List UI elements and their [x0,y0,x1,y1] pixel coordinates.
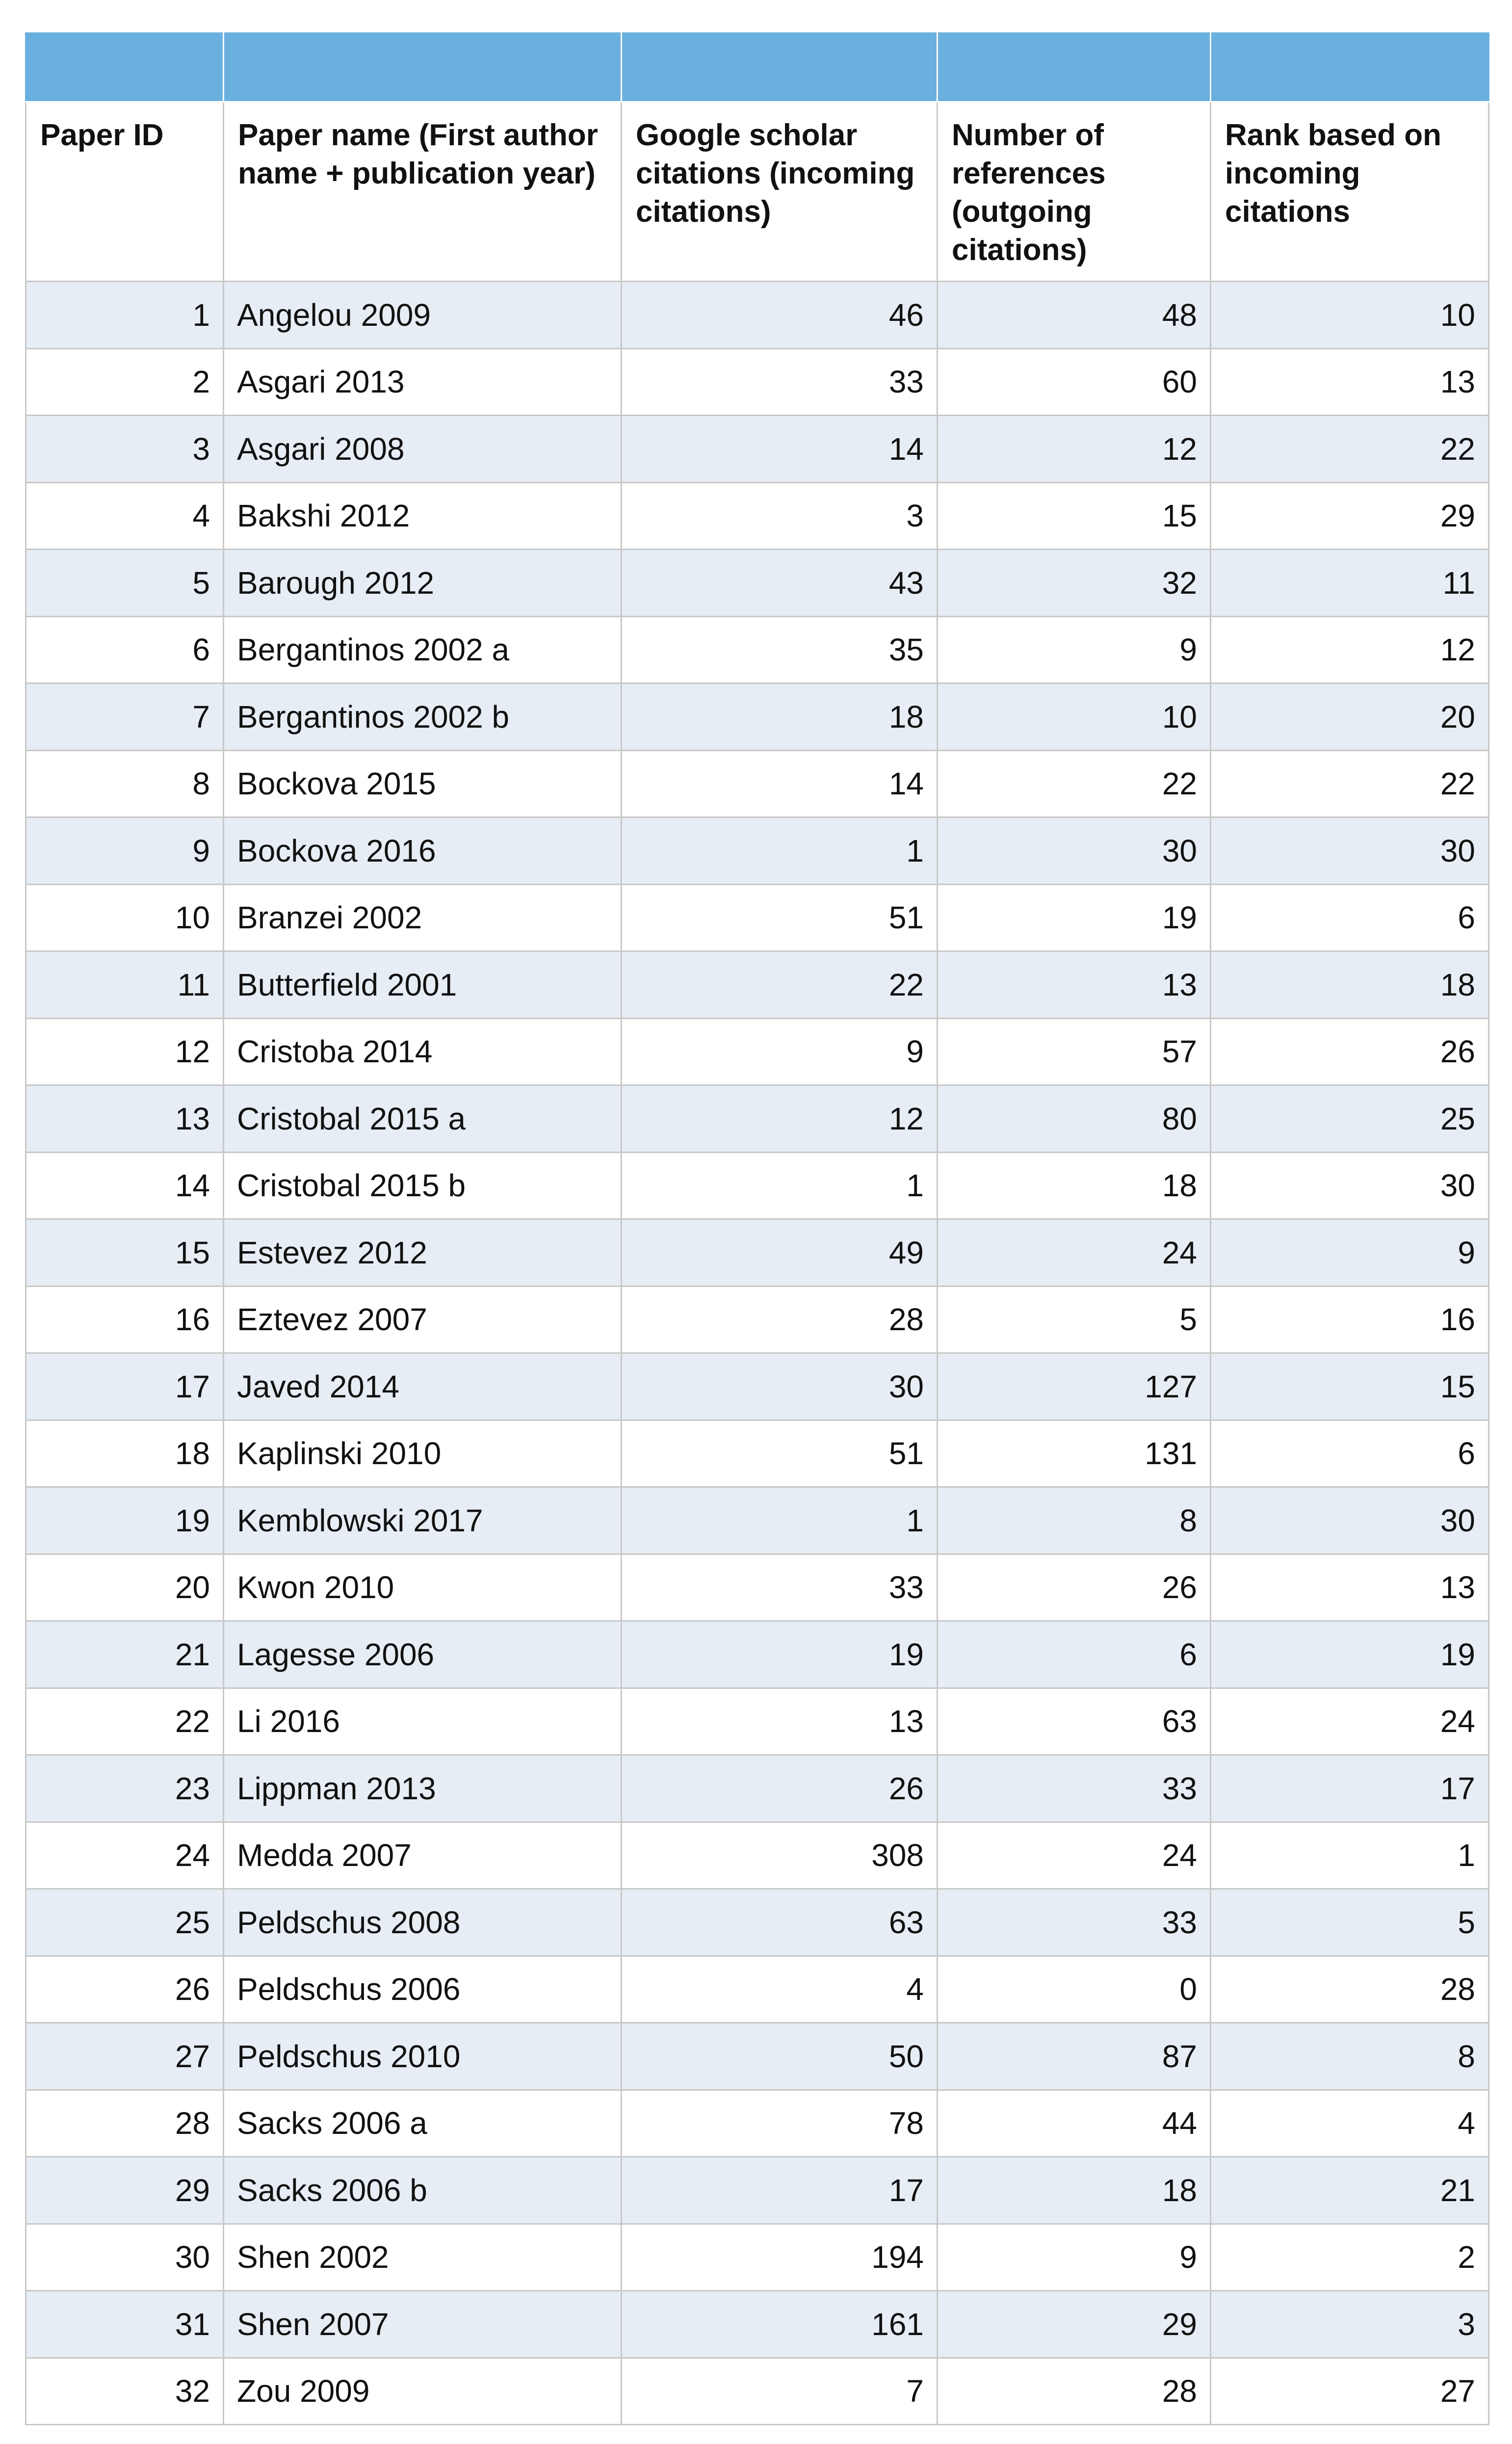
paper-name-cell: Javed 2014 [224,1353,622,1420]
outgoing-citations-cell: 8 [938,1487,1211,1554]
table-row [26,1554,1489,1621]
outgoing-citations-cell: 12 [938,416,1211,483]
paper-name-cell: Bergantinos 2002 b [224,683,622,751]
paper-name-cell: Asgari 2008 [224,416,622,483]
outgoing-citations-cell: 87 [938,2023,1211,2090]
rank-cell: 1 [1211,1822,1489,1889]
incoming-citations-cell: 1 [622,1487,938,1554]
outgoing-citations-cell: 24 [938,1219,1211,1287]
paper-id-cell: 10 [26,884,224,951]
table-row [26,1152,1489,1219]
paper-name-cell: Sacks 2006 a [224,2090,622,2157]
paper-name-cell: Cristobal 2015 a [224,1085,622,1153]
paper-id-cell: 17 [26,1353,224,1420]
table-body [26,282,1489,2425]
paper-id-cell: 13 [26,1085,224,1153]
incoming-citations-cell: 35 [622,616,938,683]
paper-id-cell: 16 [26,1286,224,1353]
incoming-citations-cell: 161 [622,2291,938,2358]
incoming-citations-cell: 43 [622,550,938,617]
paper-id-cell: 21 [26,1621,224,1688]
paper-name-cell: Peldschus 2010 [224,2023,622,2090]
paper-name-cell: Lagesse 2006 [224,1621,622,1688]
outgoing-citations-cell: 44 [938,2090,1211,2157]
table-row [26,750,1489,817]
incoming-citations-cell: 46 [622,282,938,349]
paper-id-cell: 5 [26,550,224,617]
paper-name-cell: Bakshi 2012 [224,482,622,550]
rank-cell: 30 [1211,817,1489,885]
outgoing-citations-cell: 9 [938,616,1211,683]
incoming-citations-cell: 1 [622,1152,938,1219]
incoming-citations-cell: 3 [622,482,938,550]
paper-name-cell: Bockova 2015 [224,750,622,817]
paper-id-cell: 1 [26,282,224,349]
table-row [26,817,1489,885]
outgoing-citations-cell: 127 [938,1353,1211,1420]
paper-name-cell: Eztevez 2007 [224,1286,622,1353]
paper-name-cell: Kemblowski 2017 [224,1487,622,1554]
rank-cell: 24 [1211,1688,1489,1755]
citations-table-container [25,32,1488,2425]
outgoing-citations-cell: 26 [938,1554,1211,1621]
incoming-citations-cell: 17 [622,2157,938,2224]
outgoing-citations-cell: 9 [938,2224,1211,2291]
paper-id-cell: 7 [26,683,224,751]
paper-id-cell: 20 [26,1554,224,1621]
rank-cell: 10 [1211,282,1489,349]
paper-id-cell: 6 [26,616,224,683]
paper-name-cell: Cristoba 2014 [224,1018,622,1085]
paper-name-cell: Bockova 2016 [224,817,622,885]
paper-id-cell: 19 [26,1487,224,1554]
paper-name-cell: Estevez 2012 [224,1219,622,1287]
paper-name-cell: Bergantinos 2002 a [224,616,622,683]
table-row [26,1420,1489,1487]
paper-name-cell: Peldschus 2006 [224,1956,622,2023]
header-band-cell [938,33,1211,102]
paper-name-cell: Li 2016 [224,1688,622,1755]
rank-cell: 6 [1211,884,1489,951]
table-row [26,616,1489,683]
incoming-citations-cell: 14 [622,416,938,483]
table-row [26,2090,1489,2157]
incoming-citations-cell: 13 [622,1688,938,1755]
table-row [26,1353,1489,1420]
rank-cell: 27 [1211,2358,1489,2425]
table-row [26,550,1489,617]
outgoing-citations-cell: 18 [938,2157,1211,2224]
rank-cell: 9 [1211,1219,1489,1287]
incoming-citations-cell: 78 [622,2090,938,2157]
table-row [26,282,1489,349]
outgoing-citations-cell: 15 [938,482,1211,550]
table-row [26,1018,1489,1085]
incoming-citations-cell: 18 [622,683,938,751]
paper-id-cell: 12 [26,1018,224,1085]
outgoing-citations-cell: 60 [938,348,1211,416]
outgoing-citations-cell: 80 [938,1085,1211,1153]
table-row [26,1822,1489,1889]
outgoing-citations-cell: 30 [938,817,1211,885]
rank-cell: 21 [1211,2157,1489,2224]
paper-id-cell: 27 [26,2023,224,2090]
paper-id-cell: 23 [26,1755,224,1822]
paper-name-cell: Sacks 2006 b [224,2157,622,2224]
table-row [26,1286,1489,1353]
rank-cell: 17 [1211,1755,1489,1822]
table-row [26,1956,1489,2023]
paper-name-cell: Medda 2007 [224,1822,622,1889]
rank-cell: 30 [1211,1152,1489,1219]
paper-name-cell: Peldschus 2008 [224,1889,622,1956]
paper-id-cell: 9 [26,817,224,885]
outgoing-citations-cell: 24 [938,1822,1211,1889]
incoming-citations-cell: 19 [622,1621,938,1688]
rank-cell: 22 [1211,416,1489,483]
incoming-citations-cell: 194 [622,2224,938,2291]
rank-cell: 13 [1211,1554,1489,1621]
incoming-citations-cell: 50 [622,2023,938,2090]
incoming-citations-cell: 308 [622,1822,938,1889]
outgoing-citations-cell: 22 [938,750,1211,817]
header-band-cell [224,33,622,102]
incoming-citations-cell: 9 [622,1018,938,1085]
paper-id-cell: 32 [26,2358,224,2425]
paper-name-cell: Lippman 2013 [224,1755,622,1822]
paper-name-cell: Shen 2002 [224,2224,622,2291]
rank-cell: 19 [1211,1621,1489,1688]
rank-cell: 25 [1211,1085,1489,1153]
rank-cell: 20 [1211,683,1489,751]
outgoing-citations-cell: 29 [938,2291,1211,2358]
rank-cell: 15 [1211,1353,1489,1420]
rank-cell: 13 [1211,348,1489,416]
rank-cell: 28 [1211,1956,1489,2023]
table-row [26,951,1489,1019]
incoming-citations-cell: 51 [622,884,938,951]
incoming-citations-cell: 4 [622,1956,938,2023]
rank-cell: 8 [1211,2023,1489,2090]
incoming-citations-cell: 26 [622,1755,938,1822]
incoming-citations-cell: 63 [622,1889,938,1956]
incoming-citations-cell: 12 [622,1085,938,1153]
paper-name-cell: Cristobal 2015 b [224,1152,622,1219]
header-outgoing-citations: Number of references (outgoing citations) [938,102,1211,282]
header-band-cell [26,33,224,102]
table-row [26,2358,1489,2425]
paper-name-cell: Angelou 2009 [224,282,622,349]
incoming-citations-cell: 49 [622,1219,938,1287]
rank-cell: 18 [1211,951,1489,1019]
paper-id-cell: 11 [26,951,224,1019]
rank-cell: 29 [1211,482,1489,550]
outgoing-citations-cell: 63 [938,1688,1211,1755]
outgoing-citations-cell: 5 [938,1286,1211,1353]
incoming-citations-cell: 22 [622,951,938,1019]
rank-cell: 3 [1211,2291,1489,2358]
paper-id-cell: 25 [26,1889,224,1956]
paper-id-cell: 2 [26,348,224,416]
table-row [26,348,1489,416]
rank-cell: 26 [1211,1018,1489,1085]
table-row [26,1487,1489,1554]
rank-cell: 12 [1211,616,1489,683]
paper-id-cell: 31 [26,2291,224,2358]
paper-id-cell: 15 [26,1219,224,1287]
outgoing-citations-cell: 13 [938,951,1211,1019]
paper-name-cell: Zou 2009 [224,2358,622,2425]
header-rank: Rank based on incoming citations [1211,102,1489,282]
paper-name-cell: Shen 2007 [224,2291,622,2358]
outgoing-citations-cell: 32 [938,550,1211,617]
paper-name-cell: Kaplinski 2010 [224,1420,622,1487]
paper-id-cell: 30 [26,2224,224,2291]
paper-id-cell: 26 [26,1956,224,2023]
outgoing-citations-cell: 57 [938,1018,1211,1085]
table-row [26,1085,1489,1153]
rank-cell: 11 [1211,550,1489,617]
header-paper-id: Paper ID [26,102,224,282]
paper-id-cell: 3 [26,416,224,483]
table-row [26,1219,1489,1287]
rank-cell: 6 [1211,1420,1489,1487]
rank-cell: 4 [1211,2090,1489,2157]
paper-id-cell: 18 [26,1420,224,1487]
rank-cell: 22 [1211,750,1489,817]
outgoing-citations-cell: 18 [938,1152,1211,1219]
rank-cell: 2 [1211,2224,1489,2291]
outgoing-citations-cell: 48 [938,282,1211,349]
incoming-citations-cell: 14 [622,750,938,817]
header-band-cell [622,33,938,102]
header-band-cell [1211,33,1489,102]
table-row [26,884,1489,951]
table-header-row [26,102,1489,282]
paper-id-cell: 4 [26,482,224,550]
outgoing-citations-cell: 0 [938,1956,1211,2023]
outgoing-citations-cell: 19 [938,884,1211,951]
outgoing-citations-cell: 6 [938,1621,1211,1688]
outgoing-citations-cell: 10 [938,683,1211,751]
paper-id-cell: 28 [26,2090,224,2157]
incoming-citations-cell: 7 [622,2358,938,2425]
outgoing-citations-cell: 28 [938,2358,1211,2425]
incoming-citations-cell: 30 [622,1353,938,1420]
paper-id-cell: 29 [26,2157,224,2224]
header-paper-name: Paper name (First author name + publication year) [224,102,622,282]
table-row [26,1688,1489,1755]
table-row [26,2157,1489,2224]
table-row [26,2224,1489,2291]
paper-id-cell: 14 [26,1152,224,1219]
incoming-citations-cell: 51 [622,1420,938,1487]
incoming-citations-cell: 33 [622,348,938,416]
paper-name-cell: Barough 2012 [224,550,622,617]
paper-id-cell: 24 [26,1822,224,1889]
table-row [26,2023,1489,2090]
paper-id-cell: 8 [26,750,224,817]
citations-table [25,32,1489,2425]
rank-cell: 16 [1211,1286,1489,1353]
paper-name-cell: Kwon 2010 [224,1554,622,1621]
paper-name-cell: Branzei 2002 [224,884,622,951]
table-header-band [26,33,1489,102]
table-row [26,1621,1489,1688]
table-row [26,683,1489,751]
incoming-citations-cell: 28 [622,1286,938,1353]
table-row [26,1889,1489,1956]
paper-id-cell: 22 [26,1688,224,1755]
rank-cell: 5 [1211,1889,1489,1956]
outgoing-citations-cell: 131 [938,1420,1211,1487]
table-row [26,416,1489,483]
paper-name-cell: Asgari 2013 [224,348,622,416]
header-incoming-citations: Google scholar citations (incoming citations) [622,102,938,282]
incoming-citations-cell: 33 [622,1554,938,1621]
table-row [26,2291,1489,2358]
incoming-citations-cell: 1 [622,817,938,885]
table-row [26,482,1489,550]
table-row [26,1755,1489,1822]
rank-cell: 30 [1211,1487,1489,1554]
outgoing-citations-cell: 33 [938,1755,1211,1822]
outgoing-citations-cell: 33 [938,1889,1211,1956]
paper-name-cell: Butterfield 2001 [224,951,622,1019]
